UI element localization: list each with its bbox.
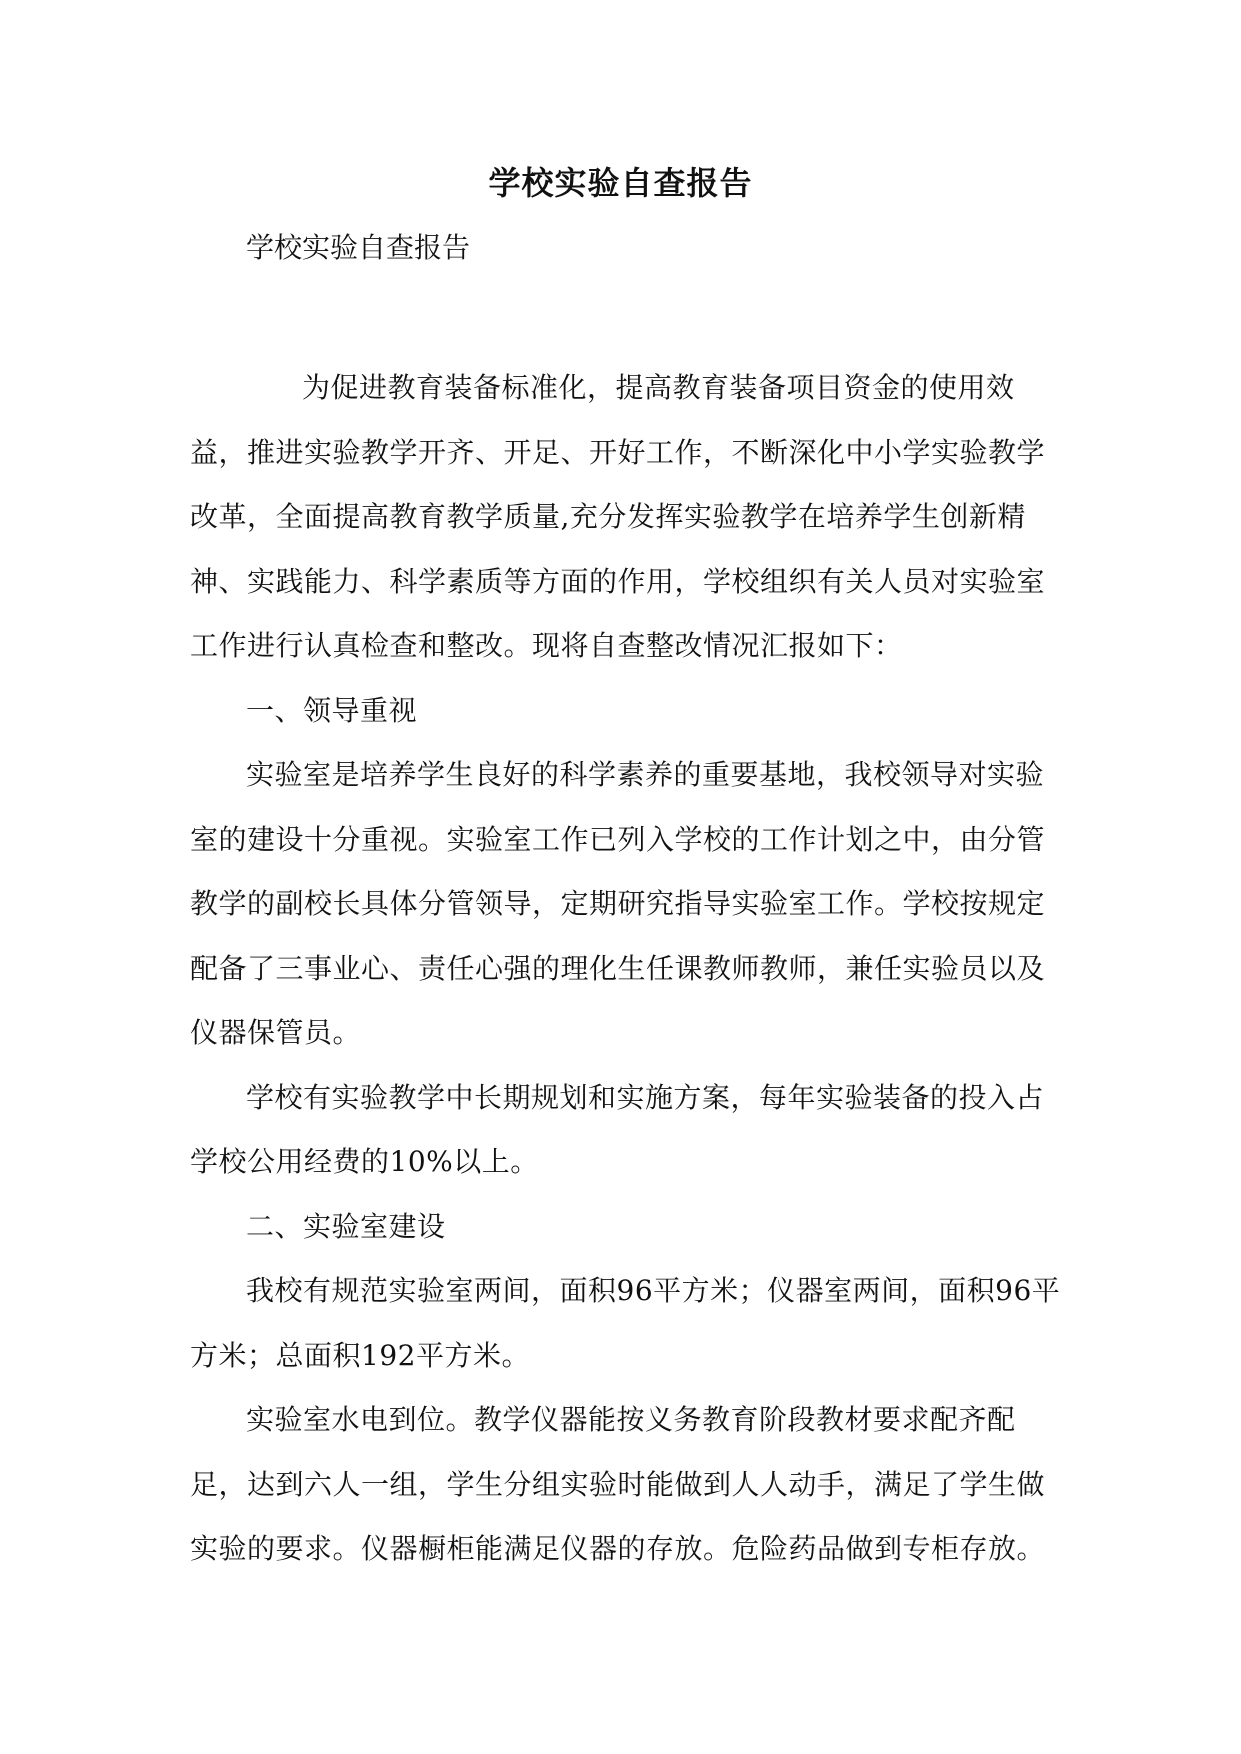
document-body (190, 356, 1070, 1582)
document-title: 学校实验自查报告 (488, 164, 753, 202)
intro-paragraph: 为促进教育装备标准化，提高教育装备项目资金的使用效益，推进实验教学开齐、开足、开好工作，不断深化中小学实验教学改革，全面提高教育教学质量,充分发挥实验教学在培养学生创新精神、实践能力、科学素质等方面的作用，学校组织有关人员对实验室工作进行认真检查和整改。现将自查整改情况汇报如下： (190, 371, 1046, 662)
document-subtitle: 学校实验自查报告 (246, 231, 471, 264)
body-paragraph: 我校有规范实验室两间，面积96平方米；仪器室两间，面积96平方米；总面积192平方米。 (190, 1274, 1061, 1372)
body-paragraph: 实验室是培养学生良好的科学素养的重要基地，我校领导对实验室的建设十分重视。实验室工作已列入学校的工作计划之中，由分管教学的副校长具体分管领导，定期研究指导实验室工作。学校按规定配备了三事业心、责任心强的理化生任课教师教师，兼任实验员以及仪器保管员。 (190, 758, 1046, 1049)
section-heading-2: 二、实验室建设 (246, 1209, 446, 1243)
body-paragraph: 学校有实验教学中长期规划和实施方案，每年实验装备的投入占学校公用经费的10%以上。 (190, 1080, 1045, 1178)
body-paragraph: 实验室水电到位。教学仪器能按义务教育阶段教材要求配齐配足，达到六人一组，学生分组实验时能做到人人动手，满足了学生做实验的要求。仪器橱柜能满足仪器的存放。危险药品做到专柜存放。 (190, 1403, 1046, 1565)
section-heading-1: 一、领导重视 (246, 693, 418, 727)
